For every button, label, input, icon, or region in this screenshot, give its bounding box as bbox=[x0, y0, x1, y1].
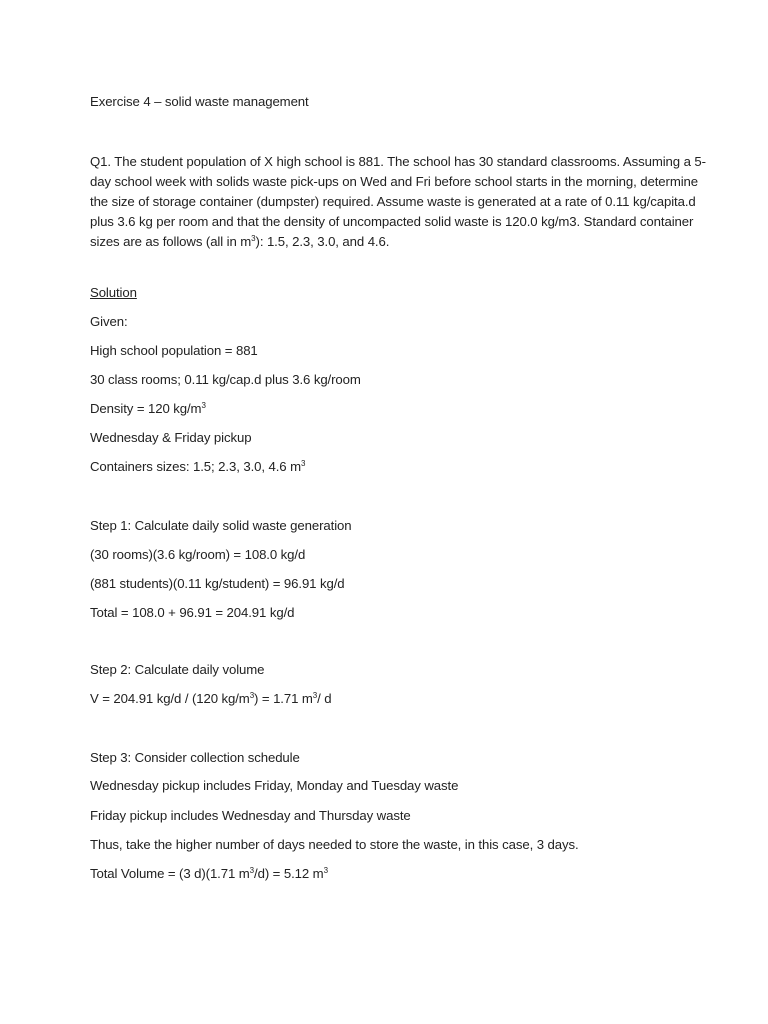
step2-heading: Step 2: Calculate daily volume bbox=[90, 662, 265, 677]
question-last-text-a: sizes are as follows (all in m bbox=[90, 234, 252, 249]
question-line-last bbox=[90, 232, 682, 252]
given-containers bbox=[90, 457, 305, 477]
step2-formula-sup2: 3 bbox=[312, 691, 318, 700]
given-containers-text: Containers sizes: 1.5; 2.3, 3.0, 4.6 m bbox=[90, 459, 301, 474]
question-line: Q1. The student population of X high school is 881. The school has 30 standard classrooms. Assuming a 5- bbox=[90, 154, 706, 169]
step2-formula-b: ) = 1.71 m bbox=[254, 691, 313, 706]
step2-formula bbox=[90, 689, 332, 709]
question-line: the size of storage container (dumpster) required. Assume waste is generated at a rate of 0.11 kg/capita.d bbox=[90, 194, 696, 209]
step3-total-b: /d) = 5.12 m bbox=[254, 866, 324, 881]
step3-total-sup2: 3 bbox=[323, 866, 328, 875]
given-density-sup: 3 bbox=[201, 401, 206, 410]
step3-heading: Step 3: Consider collection schedule bbox=[90, 750, 300, 765]
solution-heading: Solution bbox=[90, 285, 137, 300]
step3-wednesday: Wednesday pickup includes Friday, Monday and Tuesday waste bbox=[90, 778, 459, 793]
step3-thus: Thus, take the higher number of days needed to store the waste, in this case, 3 days. bbox=[90, 837, 579, 852]
given-pickup: Wednesday & Friday pickup bbox=[90, 430, 252, 445]
step3-total-volume bbox=[90, 864, 328, 884]
question-paragraph bbox=[90, 152, 706, 252]
step3-total-a: Total Volume = (3 d)(1.71 m bbox=[90, 866, 250, 881]
question-last-sup: 3 bbox=[251, 234, 256, 243]
given-population: High school population = 881 bbox=[90, 343, 258, 358]
document-title: Exercise 4 – solid waste management bbox=[90, 94, 309, 109]
given-containers-sup: 3 bbox=[300, 459, 306, 468]
question-line: day school week with solids waste pick-ups on Wed and Fri before school starts in the morning, determine bbox=[90, 174, 699, 189]
step3-friday: Friday pickup includes Wednesday and Thursday waste bbox=[90, 808, 411, 823]
step3-total-sup1: 3 bbox=[249, 866, 255, 875]
step2-formula-c: / d bbox=[317, 691, 332, 706]
given-density bbox=[90, 399, 206, 419]
given-density-text: Density = 120 kg/m bbox=[90, 401, 202, 416]
question-line: plus 3.6 kg per room and that the density of uncompacted solid waste is 120.0 kg/m3. Standard container bbox=[90, 214, 694, 229]
step1-students-calc: (881 students)(0.11 kg/student) = 96.91 kg/d bbox=[90, 576, 345, 591]
step1-total: Total = 108.0 + 96.91 = 204.91 kg/d bbox=[90, 605, 295, 620]
step2-formula-sup1: 3 bbox=[249, 691, 255, 700]
given-label: Given: bbox=[90, 314, 128, 329]
step1-heading: Step 1: Calculate daily solid waste generation bbox=[90, 518, 352, 533]
step2-formula-a: V = 204.91 kg/d / (120 kg/m bbox=[90, 691, 250, 706]
question-last-text-b: ): 1.5, 2.3, 3.0, and 4.6. bbox=[255, 234, 390, 249]
given-rooms: 30 class rooms; 0.11 kg/cap.d plus 3.6 kg/room bbox=[90, 372, 361, 387]
step1-rooms-calc: (30 rooms)(3.6 kg/room) = 108.0 kg/d bbox=[90, 547, 306, 562]
